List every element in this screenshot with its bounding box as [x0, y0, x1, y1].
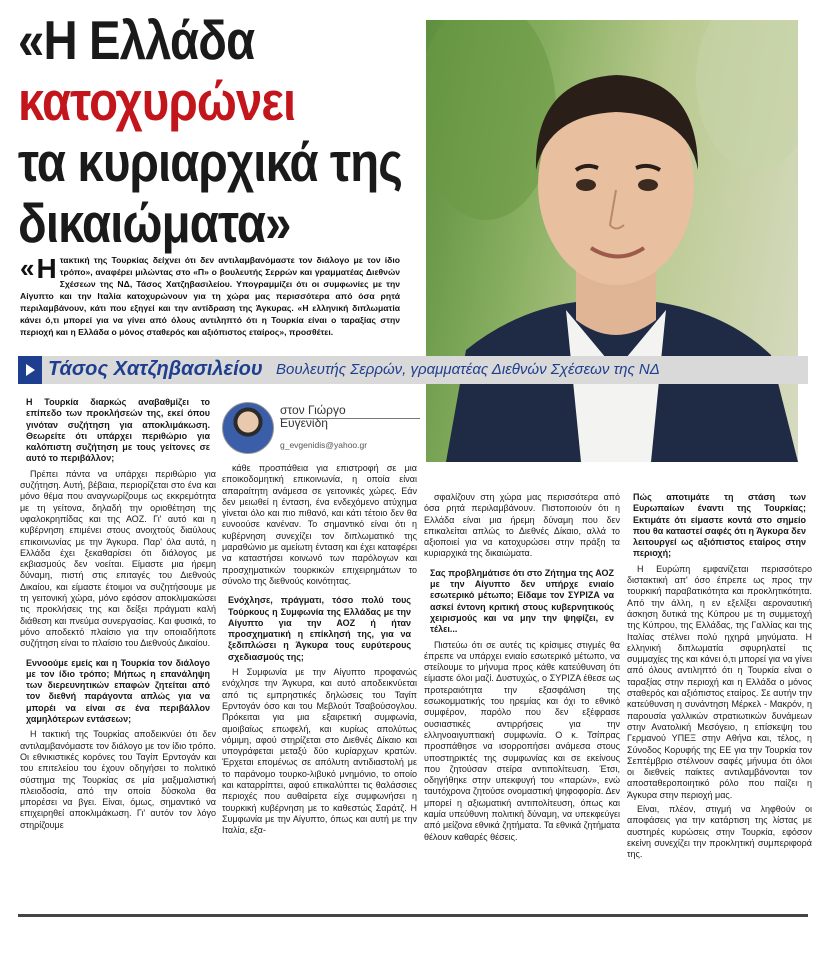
bottom-divider — [18, 914, 808, 917]
lead-quote-mark: « — [20, 253, 35, 283]
headline — [18, 9, 403, 254]
interviewer-email[interactable]: g_evgenidis@yahoo.gr — [280, 440, 368, 450]
answer-4: Πιστεύω ότι σε αυτές τις κρίσιμες στιγμές θα έπρεπε να υπάρχει ενιαίο εσωτερικό μέτωπο, να στείλουμε το μήνυμα προς κάθε κατεύθυνση ότι είμαστε όλοι μαζί. Δυστυχώς, ο ΣΥΡΙΖΑ έθεσε ως προτεραιότητα την εξασφάλιση της εσωκομματικής του ηρεμίας και όχι το εθνικό συμφέρον, παρόλο που δεν εξέφρασε ουσιαστικές αντιρρήσεις για την ελληνοαιγυπτιακή συμφωνία. Ο κ. Τσίπρας προσπάθησε να ισορροπήσει ανάμεσα στους υποστηρικτές της συμφωνίας και σε εκείνους που ζητούσαν στείρα αντιπολίτευση. Έτσι, οδηγήθηκε στην υπεκφυγή του «παρών», ενώ ταυτόχρονα ζητούσε ονομαστική ψηφοφορία. Δεν μπορεί η αξιωματική αντιπολίτευση, όπως και καμία υπεύθυνη πολιτική δύναμη, να υπεκφεύγει από μείζονα εθνικά ζητήματα. Τα εθνικά ζητήματα θέλουν καθαρές θέσεις. — [424, 639, 620, 842]
column-2 — [222, 463, 417, 840]
answer-5: Η Ευρώπη εμφανίζεται περισσότερο διστακτική απ' όσο έπρεπε ως προς την τουρκική παραβατικότητα και προκλητικότητα. Από την άλλη, η εν εξελίξει αεροναυτική άσκηση δυτικά της Κύπρου με τη συμμετοχή της Κύπρου, της Ελλάδας, της Γαλλίας και της Ιταλίας στέλνει πολύ ηχηρά μηνύματα. Η ελληνική διπλωματία σφυρηλατεί τις συμμαχίες της και κάνει ό,τι μπορεί για να γίνει από όλους αντιληπτό ότι η Τουρκία είναι ο ταραξίας στην περιοχή και η Ελλάδα ο μόνος σταθερός και αξιόπιστος εταίρος. Σε αυτήν την κατεύθυνση η συνάντηση Μέρκελ - Μακρόν, η παρουσία γαλλικών στρατιωτικών δυνάμεων στην Ανατολική Μεσόγειο, η επίσκεψη του Γερμανού ΥΠΕΞ στην Αθήνα και, τέλος, η Σύνοδος Κορυφής της ΕΕ για την Τουρκία τον Σεπτέμβριο στέλνουν σαφές μήνυμα ότι όλοι οι διεθνείς παίκτες αντιλαμβάνονται τον αποσταθεροποιητικό ρόλο που παίζει η Άγκυρα στην περιοχή μας. — [627, 563, 812, 800]
byline-role: Βουλευτής Σερρών, γραμματέας Διεθνών Σχέσεων της ΝΔ — [276, 361, 660, 378]
answer-3: Η Συμφωνία με την Αίγυπτο προφανώς ενόχλησε την Άγκυρα, και αυτό αποδεικνύεται από τις εμπρηστικές δηλώσεις του Ταγίπ Ερντογάν όσο και του Μεβλούτ Τσαβούσογλου. Πρόκειται για μια εξαιρετική συμφωνία, αμοιβαίως επωφελή, και κυρίως απολύτως νόμιμη, αφού στηρίζεται στο Διεθνές Δίκαιο και υπογράφεται μεταξύ δύο κυρίαρχων κρατών. Έρχεται επομένως σε απόλυτη αντιδιαστολή με το παράνομο τουρκο-λιβυκό μνημόνιο, το οποίο και καταρρίπτει, αφού επικαλύπτει τις θαλάσσιες περιοχές που αυθαίρετα είχε συμφωνήσει η τουρκική κυβέρνηση με το καθεστώς Σαράτζ. Η Συμφωνία με την Αίγυπτο, όπως και αυτή με την Ιταλία, εξα- — [222, 667, 417, 836]
question-3: Ενόχλησε, πράγματι, τόσο πολύ τους Τούρκους η Συμφωνία της Ελλάδας με την Αίγυπτο για την ΑΟΖ ή ήταν προσχηματική η επίκλησή της, για να ξεδιπλώσει η Άγκυρα τους ευρύτερους σχεδιασμούς της; — [228, 595, 411, 662]
byline-bar — [18, 356, 808, 384]
question-4: Σας προβλημάτισε ότι στο Ζήτημα της ΑΟΖ με την Αίγυπτο δεν υπήρχε ενιαίο εσωτερικό μέτωπο; Είδαμε τον ΣΥΡΙΖΑ να ασκεί έντονη κριτική στους κυβερνητικούς χειρισμούς και να μην την ψηφίζει, εν τέλει... — [430, 567, 614, 635]
lead-dropcap: Η — [36, 253, 57, 284]
interviewer-label-2: Ευγενίδη — [280, 416, 328, 430]
question-2: Εννοούμε εμείς και η Τουρκία τον διάλογο με τον ίδιο τρόπο; Μήπως η επανάληψη των διερευνητικών επαφών ζητείται από τον διεθνή παράγοντα απλώς για να μπορέι να είναι σε ένα περιβάλλον χαμηλότερων εντάσεων; — [26, 657, 210, 725]
interviewer-label — [280, 404, 346, 430]
answer-continued: κάθε προσπάθεια για επιστροφή σε μια εποικοδομητική επικοινωνία, η οποία είναι απαραίτητη ανάμεσα σε γειτονικές χώρες. Εάν δεν μειωθεί η ένταση, ένα ενδεχόμενο ατύχημα γίνεται όλο και πιο πιθανό, και κάτι τέτοιο δεν θα ευνοούσε κανέναν. Το σημαντικό είναι ότι η κυβέρνηση συνεχίζει τον διπλωματικό της μαραθώνιο με αμείωτη ένταση και έχει καταφέρει να καταστήσει κοινωνό των παρόλογων και προσχηματικών τουρκικών επιχειρημάτων το σύνολο της διεθνούς κοινότητας. — [222, 463, 417, 586]
column-3 — [424, 492, 620, 846]
question-1: Η Τουρκία διαρκώς αναβαθμίζει το επίπεδο των προκλήσεών της, εκεί όπου γινόταν συζήτηση για αποκλιμάκωση. Θεωρείτε ότι υπάρχει περιθώριο για καλόπιστη συζήτηση με τους γείτονες σε αυτό το περιβάλλον; — [26, 397, 210, 464]
interviewer-box — [222, 400, 417, 458]
answer-3-continued: σφαλίζουν στη χώρα μας περισσότερα από όσα ρητά περιλαμβάνουν. Πιστοποιούν ότι η Ελλάδα είναι μια ήρεμη δύναμη που δεν επικαλείται απλώς το Διεθνές Δίκαιο, αλλά το αξιοποιεί για να κατοχυρώσει στην πράξη τα κυριαρχικά της δικαιώματα. — [424, 492, 620, 559]
portrait-illustration — [426, 20, 798, 462]
headline-line-1: «Η Ελλάδα — [18, 9, 255, 71]
column-1 — [20, 397, 216, 834]
interviewer-label-1: στον Γιώργο — [280, 403, 346, 417]
headline-line-2: κατοχυρώνει — [18, 70, 296, 132]
question-5: Πώς αποτιμάτε τη στάση των Ευρωπαίων έναντι της Τουρκίας; Εκτιμάτε ότι είμαστε κοντά στο σημείο που θα καταστεί σαφές ότι η Άγκυρα δεν λειτουργεί ως αξιόπιστος εταίρος στην περιοχή; — [633, 492, 806, 559]
portrait-photo — [426, 20, 798, 462]
lead-text: τακτική της Τουρκίας δείχνει ότι δεν αντιλαμβανόμαστε τον διάλογο με τον ίδιο τρόπο», αναφέρει μιλώντας στο «Π» ο βουλευτής Σερρών και γραμματέας Διεθνών Σχέσεων της ΝΔ, Τάσος Χατζηβασιλείου. Υπογραμμίζει ότι οι συμφωνίες με την Αίγυπτο και την Ιταλία κατοχυρώνουν για τη χώρα μας περισσότερα από όσα ρητά περιλαμβάνουν, κάτι που εξηγεί και την αντίδραση της Άγκυρας. «Η ελληνική διπλωματία κάνει ό,τι μπορεί για να γίνει από όλους αντιληπτό ότι η Τουρκία είναι ο ταραξίας στην περιοχή και η Ελλάδα ο μόνος σταθερός και αξιόπιστος εταίρος», προσθέτει. — [20, 255, 400, 337]
answer-2: Η τακτική της Τουρκίας αποδεικνύει ότι δεν αντιλαμβανόμαστε τον διάλογο με τον ίδιο τρόπο. Οι εθνικιστικές κορόνες του Ταγίπ Ερντογάν και του επιτελείου του έχουν οδηγήσει το πολιτικό σύστημα της Τουρκίας σε μία μαξιμαλιστική πλειοδοσία, από την οποία δύσκολα θα μπορέσει να βγει. Είναι, όμως, σημαντικό να επιχειρηθεί αποκλιμάκωση. Γι' αυτόν τον λόγο στηρίζουμε — [20, 729, 216, 830]
lead-paragraph — [20, 254, 400, 338]
divider — [280, 418, 420, 419]
answer-5-closing: Είναι, πλέον, στιγμή να ληφθούν οι αποφάσεις για την κατάρτιση της λίστας με αυστηρές κυρώσεις στην Τουρκία, εφόσον εκείνη συνεχίζει την προκλητική συμπεριφορά της. — [627, 804, 812, 860]
answer-1: Πρέπει πάντα να υπάρχει περιθώριο για συζήτηση. Αυτή, βέβαια, περιορίζεται στο ένα και μόνο θέμα που αναγνωρίζουμε ως εκκρεμότητα με τη γείτονα, δηλαδή την οριοθέτηση της υφαλοκρηπίδας και της ΑΟΖ. Γι' αυτό και η κυβέρνηση επιμένει στους ανοιχτούς διαύλους επικοινωνίας με την Άγκυρα. Παρ' όλα αυτά, η Ελλάδα έχει ξεκαθαρίσει ότι διάλογος με εκβιασμούς δεν νοείται. Είμαστε μια ήρεμη δύναμη, πιστή στις επιταγές του Διεθνούς Δικαίου, και είμαστε έτοιμοι να συζητήσουμε με τη γειτονική χώρα, μόνο εφόσον αποκλιμακώσει τις προκλήσεις της και δείξει πράγματι καλή διάθεση και πνεύμα συνεργασίας. Και φυσικά, το μόνο αποδεκτό πλαίσιο για την οποιαδήποτε συζήτηση είναι το πλαίσιο του Διεθνούς Δικαίου. — [20, 468, 216, 649]
avatar — [222, 402, 274, 454]
headline-line-3: τα κυριαρχικά της — [18, 131, 403, 193]
byline-name: Τάσος Χατζηβασιλείου — [48, 358, 263, 380]
arrow-icon — [18, 356, 42, 384]
column-4 — [627, 492, 812, 864]
headline-line-4: δικαιώματα» — [18, 192, 291, 254]
